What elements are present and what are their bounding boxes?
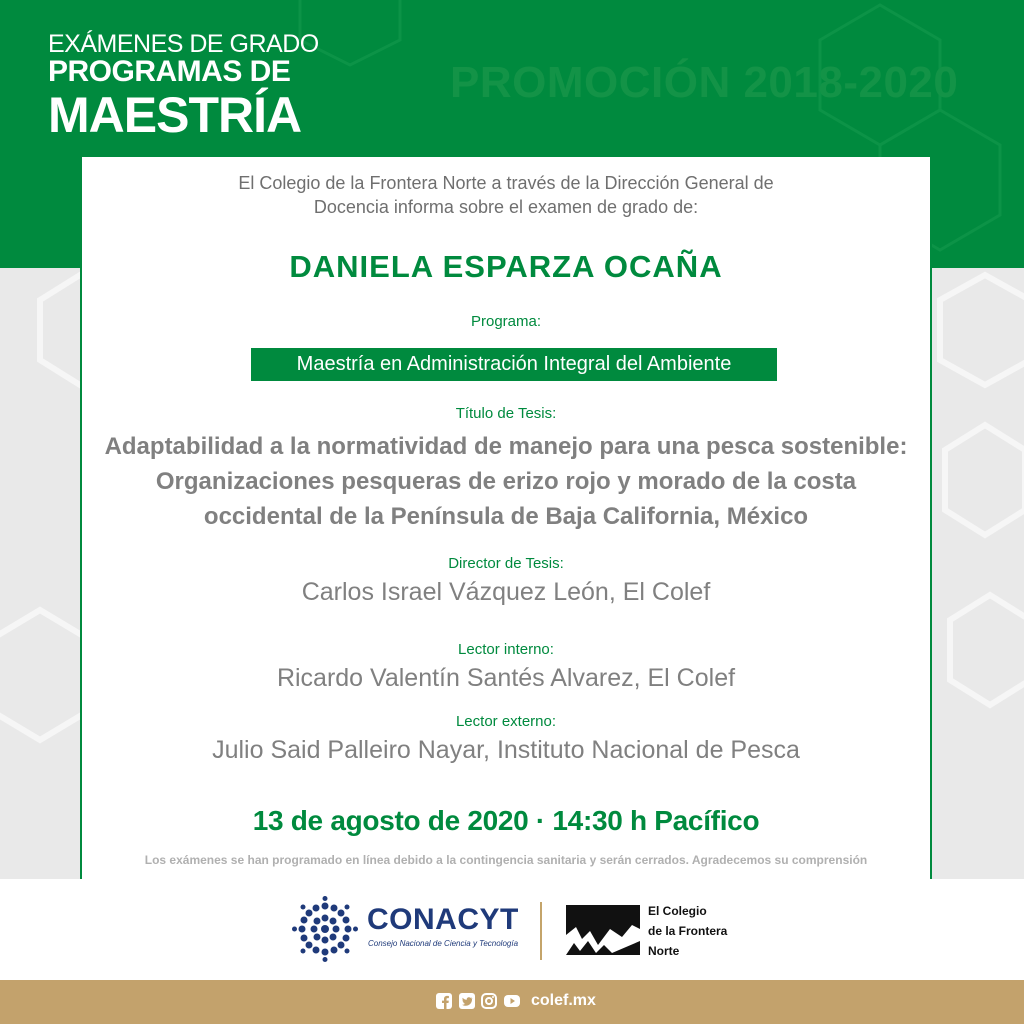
twitter-icon[interactable] — [459, 993, 475, 1009]
header-programs-title: PROGRAMAS DE — [48, 55, 291, 88]
announcement-card — [80, 157, 932, 879]
colef-logo-icon — [566, 905, 640, 955]
header-exam-title: EXÁMENES DE GRADO — [48, 30, 319, 58]
conacyt-name: CONACYT — [367, 903, 519, 936]
external-reader-name: Julio Said Palleiro Nayar, Instituto Nacional de Pesca — [212, 736, 800, 764]
logo-divider — [540, 902, 542, 960]
thesis-label: Título de Tesis: — [455, 405, 557, 422]
student-name: DANIELA ESPARZA OCAÑA — [289, 249, 723, 284]
colef-name-line1: El Colegio — [648, 904, 707, 918]
thesis-title: Adaptabilidad a la normatividad de manejo para una pesca sostenible: Organizaciones pesqueras de erizo rojo y morado de la costa occidental de la Península de Baja California, México — [104, 433, 908, 530]
colef-name-line3: Norte — [648, 944, 680, 958]
conacyt-subtitle: Consejo Nacional de Ciencia y Tecnología — [368, 939, 519, 948]
conacyt-logo-icon — [292, 896, 358, 962]
program-name: Maestría en Administración Integral del Ambiente — [251, 348, 777, 381]
director-label: Director de Tesis: — [448, 555, 564, 572]
facebook-icon[interactable] — [436, 993, 452, 1009]
internal-reader-name: Ricardo Valentín Santés Alvarez, El Colef — [276, 664, 736, 692]
footer-band — [0, 980, 1024, 1024]
website-link[interactable]: colef.mx — [531, 992, 596, 1009]
logo-band — [0, 879, 1024, 980]
program-label: Programa: — [470, 313, 542, 330]
instagram-icon[interactable] — [481, 993, 497, 1009]
online-exam-note: Los exámenes se han programado en línea debido a la contingencia sanitaria y serán cerrados. Agradecemos su comprensión — [144, 853, 868, 867]
internal-reader-label: Lector interno: — [458, 641, 554, 658]
colef-name-line2: de la Frontera — [648, 924, 728, 938]
director-name: Carlos Israel Vázquez León, El Colef — [301, 578, 711, 606]
youtube-icon[interactable] — [504, 993, 520, 1009]
external-reader-label: Lector externo: — [455, 713, 557, 730]
promotion-title: PROMOCIÓN 2018-2020 — [450, 58, 959, 107]
header-masters-title: MAESTRÍA — [48, 87, 302, 143]
exam-date-time: 13 de agosto de 2020 · 14:30 h Pacífico — [252, 805, 760, 836]
intro-text: El Colegio de la Frontera Norte a través de la Dirección General de Docencia informa sobre el examen de grado de: — [238, 173, 774, 217]
